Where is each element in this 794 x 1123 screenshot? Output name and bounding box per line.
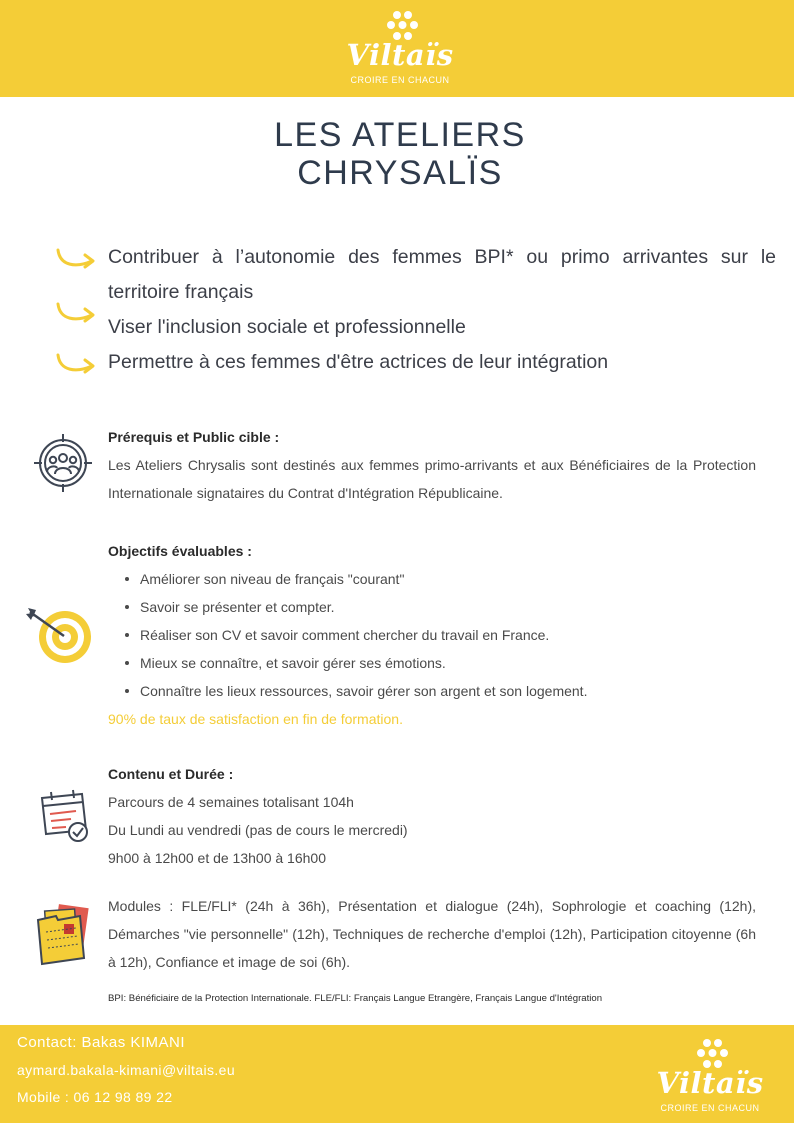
list-item: Réaliser son CV et savoir comment chercher du travail en France. xyxy=(122,621,756,649)
contact-name: Contact: Bakas KIMANI xyxy=(17,1034,186,1051)
target-group-icon xyxy=(32,432,94,494)
arrow-curve-icon xyxy=(54,349,98,377)
prerequis-section xyxy=(108,423,756,507)
goal-item xyxy=(52,310,776,345)
contenu-line: 9h00 à 12h00 et de 13h00 à 16h00 xyxy=(108,850,326,866)
contenu-title: Contenu et Durée : xyxy=(108,766,234,782)
list-item: Savoir se présenter et compter. xyxy=(122,593,756,621)
header-logo xyxy=(338,8,462,88)
objectifs-list xyxy=(108,565,756,705)
goal-item xyxy=(52,240,776,310)
logo-wordmark: Viltaïs xyxy=(656,1066,764,1100)
list-item: Améliorer son niveau de français "courant" xyxy=(122,565,756,593)
footer-logo xyxy=(648,1036,772,1116)
calendar-check-icon xyxy=(36,788,92,844)
logo-tagline: CROIRE EN CHACUN xyxy=(350,75,450,85)
arrow-curve-icon xyxy=(54,298,98,326)
title-line-2: CHRYSALÏS xyxy=(297,154,503,192)
archery-target-icon xyxy=(24,604,94,666)
arrow-curve-icon xyxy=(54,244,98,272)
list-item: Connaître les lieux ressources, savoir gérer son argent et son logement. xyxy=(122,677,756,705)
prerequis-text: Les Ateliers Chrysalis sont destinés aux femmes primo-arrivants et aux Bénéficiaires de la Protection Internationale signataires du Contrat d'Intégration Républicaine. xyxy=(108,457,756,501)
prerequis-title: Prérequis et Public cible : xyxy=(108,429,280,445)
contact-email[interactable]: aymard.bakala-kimani@viltais.eu xyxy=(17,1062,236,1078)
title-line-1: LES ATELIERS xyxy=(274,116,526,154)
contenu-section xyxy=(108,760,756,872)
contact-phone[interactable]: Mobile : 06 12 98 89 22 xyxy=(17,1089,173,1105)
goals-list xyxy=(52,240,776,380)
list-item: Mieux se connaître, et savoir gérer ses émotions. xyxy=(122,649,756,677)
objectifs-title: Objectifs évaluables : xyxy=(108,543,252,559)
goal-text: Permettre à ces femmes d'être actrices de leur intégration xyxy=(108,351,609,373)
page-title xyxy=(200,116,600,192)
contenu-line: Parcours de 4 semaines totalisant 104h xyxy=(108,794,354,810)
logo-tagline: CROIRE EN CHACUN xyxy=(660,1103,760,1113)
modules-section xyxy=(108,892,756,976)
footnote: BPI: Bénéficiaire de la Protection Internationale. FLE/FLI: Français Langue Etrangère, Français Langue d'Intégration xyxy=(108,993,603,1004)
folder-documents-icon xyxy=(34,902,94,966)
goal-item xyxy=(52,345,776,380)
goal-text: Viser l'inclusion sociale et professionnelle xyxy=(108,316,466,338)
modules-text: Modules : FLE/FLI* (24h à 36h), Présentation et dialogue (24h), Sophrologie et coaching (12h), Démarches "vie personnelle" (12h), Techniques de recherche d'emploi (12h), Participation citoyenne (6h à 12h), Confiance et image de soi (6h). xyxy=(108,898,756,970)
satisfaction-rate: 90% de taux de satisfaction en fin de formation. xyxy=(108,711,403,727)
contenu-line: Du Lundi au vendredi (pas de cours le mercredi) xyxy=(108,822,408,838)
objectifs-section xyxy=(108,537,756,733)
goal-text: Contribuer à l’autonomie des femmes BPI* ou primo arrivantes sur le territoire français xyxy=(108,246,776,303)
logo-wordmark: Viltaïs xyxy=(346,38,454,72)
